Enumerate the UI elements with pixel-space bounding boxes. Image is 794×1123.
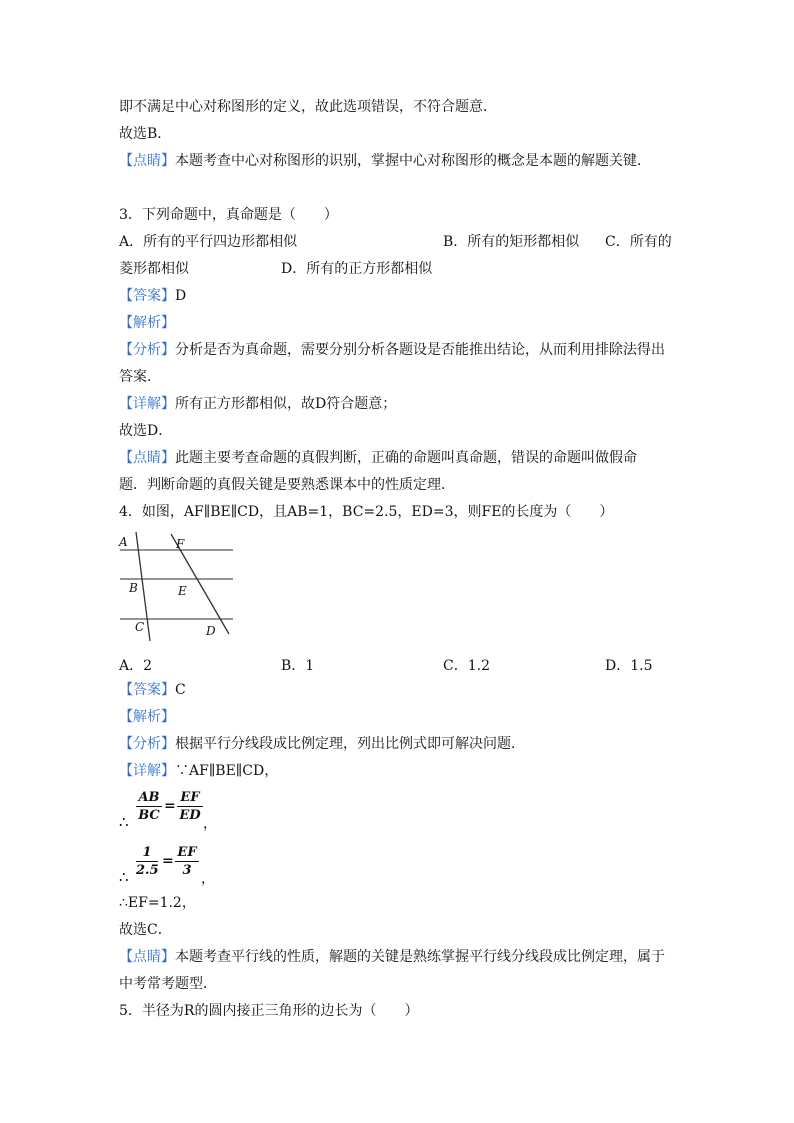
numerator: EF xyxy=(177,845,197,860)
label-e: E xyxy=(178,584,187,598)
therefore-symbol: ∴ xyxy=(119,868,129,886)
answer-value: D xyxy=(175,288,187,304)
q4-option-a: A．2 xyxy=(119,658,153,674)
q4-option-c: C．1.2 xyxy=(443,658,490,674)
xiangjie-text: 所有正方形都相似，故D符合题意； xyxy=(175,396,397,412)
equals-sign: = xyxy=(162,853,174,869)
jiexi-tag: 【解析】 xyxy=(119,315,175,331)
jiexi-tag: 【解析】 xyxy=(119,709,175,725)
dianjing-text: 本题考查中心对称图形的识别，掌握中心对称图形的概念是本题的解题关键． xyxy=(175,153,651,169)
q3-option-b: B．所有的矩形都相似 xyxy=(443,234,580,250)
q3-jiexi xyxy=(119,313,175,333)
parallel-lines-figure xyxy=(117,530,239,645)
fraction-ef-3 xyxy=(175,844,199,879)
dianjing-text: 此题主要考查命题的真假判断，正确的命题叫真命题，错误的命题叫做假命 xyxy=(175,450,637,466)
dianjing-tag: 【点睛】 xyxy=(119,949,175,965)
q3-answer xyxy=(119,286,186,306)
q4-jiexi xyxy=(119,707,175,727)
numerator: EF xyxy=(180,790,200,805)
fenxi-tag: 【分析】 xyxy=(119,736,175,752)
xiangjie-text: ∵AF∥BE∥CD， xyxy=(175,763,279,779)
label-a: A xyxy=(119,535,128,549)
q4-result: ∴EF=1.2， xyxy=(119,895,196,911)
xiangjie-tag: 【详解】 xyxy=(119,396,175,412)
q4-option-b: B．1 xyxy=(281,658,315,674)
label-d: D xyxy=(206,624,216,638)
q3-choose: 故选D． xyxy=(119,423,173,439)
answer-tag: 【答案】 xyxy=(119,682,175,698)
q3-fenxi-cont: 答案． xyxy=(119,369,161,385)
text-line: 故选B． xyxy=(119,126,172,142)
fraction-1-2.5 xyxy=(136,844,158,879)
q3-dianjing xyxy=(119,448,637,468)
q4-dianjing xyxy=(119,947,665,967)
label-c: C xyxy=(135,620,145,634)
q4-choose: 故选C． xyxy=(119,922,172,938)
comma: ， xyxy=(201,871,215,887)
q3-xiangjie xyxy=(119,394,396,414)
dianjing-tag: 【点睛】 xyxy=(119,153,175,169)
fenxi-tag: 【分析】 xyxy=(119,342,175,358)
q4-xiangjie xyxy=(119,761,278,781)
q4-fenxi xyxy=(119,734,525,754)
denominator: BC xyxy=(138,808,160,823)
dianjing-tag: 【点睛】 xyxy=(119,450,175,466)
text-line: 即不满足中心对称图形的定义，故此选项错误，不符合题意． xyxy=(119,99,497,115)
q3-fenxi xyxy=(119,340,665,360)
fenxi-text: 分析是否为真命题，需要分别分析各题设是否能推出结论，从而利用排除法得出 xyxy=(175,342,665,358)
label-b: B xyxy=(129,581,138,595)
denominator: 2.5 xyxy=(136,863,159,878)
question-3: 3．下列命题中，真命题是（ ） xyxy=(119,207,338,223)
fraction-ab-bc xyxy=(136,789,162,824)
denominator: ED xyxy=(179,808,201,823)
dianjing-line xyxy=(119,151,651,171)
fraction-ef-ed xyxy=(177,789,203,824)
q4-answer xyxy=(119,680,186,700)
fenxi-text: 根据平行分线段成比例定理，列出比例式即可解决问题． xyxy=(175,736,525,752)
equals-sign: = xyxy=(164,798,176,814)
q3-option-c-cont: 菱形都相似 xyxy=(119,261,189,277)
therefore-symbol: ∴ xyxy=(119,813,129,831)
dianjing-text: 本题考查平行线的性质，解题的关键是熟练掌握平行线分线段成比例定理，属于 xyxy=(175,949,665,965)
q4-dianjing-cont: 中考常考题型． xyxy=(119,976,217,992)
answer-tag: 【答案】 xyxy=(119,288,175,304)
q3-dianjing-cont: 题．判断命题的真假关键是要熟悉课本中的性质定理． xyxy=(119,477,455,493)
q3-option-a: A．所有的平行四边形都相似 xyxy=(119,234,298,250)
answer-value: C xyxy=(175,682,186,698)
q4-option-d: D．1.5 xyxy=(605,658,653,674)
label-f: F xyxy=(176,537,185,551)
question-4: 4．如图，AF∥BE∥CD，且AB=1，BC=2.5，ED=3，则FE的长度为（ ） xyxy=(119,504,614,520)
q3-option-d: D．所有的正方形都相似 xyxy=(281,261,433,277)
xiangjie-tag: 【详解】 xyxy=(119,763,175,779)
comma: ， xyxy=(203,816,217,832)
denominator: 3 xyxy=(182,863,192,878)
question-5: 5．半径为R的圆内接正三角形的边长为（ ） xyxy=(119,1003,419,1019)
q3-option-c: C．所有的 xyxy=(605,234,672,250)
numerator: 1 xyxy=(142,845,152,860)
numerator: AB xyxy=(138,790,160,805)
